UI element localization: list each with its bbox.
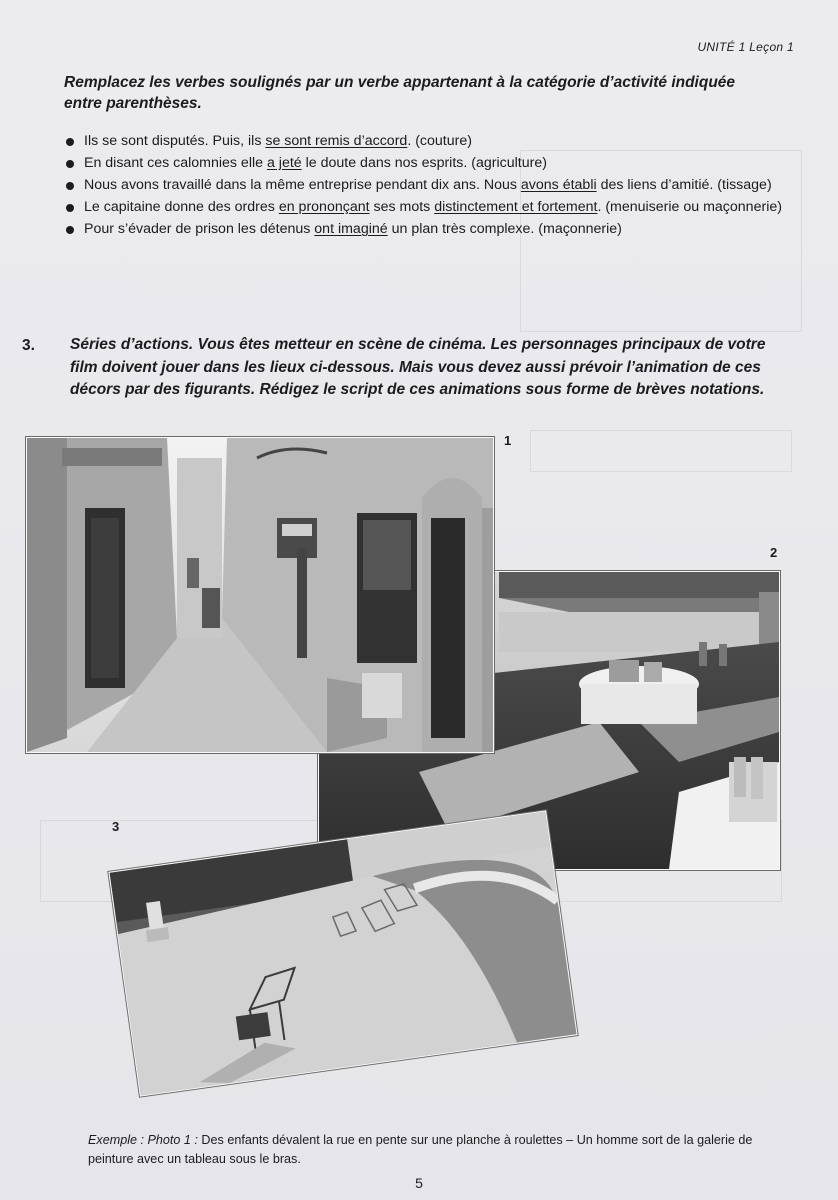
photo-1-alley <box>26 437 494 753</box>
page-number: 5 <box>415 1175 423 1191</box>
unit-header: UNITÉ 1 Leçon 1 <box>697 40 794 54</box>
exercise-3-number: 3. <box>22 337 35 354</box>
underlined-verb: ont imaginé <box>314 221 388 237</box>
photo-3-label: 3 <box>112 819 120 834</box>
photo-2-label: 2 <box>770 545 778 560</box>
example-label: Exemple : Photo 1 : <box>88 1133 198 1147</box>
bullet-icon <box>66 160 74 168</box>
exercise-3-instruction: Séries d’actions. Vous êtes metteur en scène de cinéma. Les personnages principaux de votre film doivent jouer dans les lieux ci-dessous. Mais vous devez aussi prévoir l’animation de ces décors par des figurants. Rédigez le script de ces animations sous forme de brèves notations. <box>70 336 766 398</box>
bullet-icon <box>66 226 74 234</box>
list-item <box>64 176 794 195</box>
list-item <box>64 154 794 173</box>
exercise-2-list <box>64 132 794 242</box>
photo-1-label: 1 <box>504 433 512 448</box>
underlined-verb: en prononçant <box>278 199 370 215</box>
list-item <box>64 132 794 151</box>
list-item <box>64 220 794 239</box>
bullet-icon <box>66 204 74 212</box>
underlined-verb: se sont remis d’accord <box>265 133 408 149</box>
item-text: Le capitaine donne des ordres <box>84 199 279 215</box>
underlined-verb: distinctement et fortement <box>434 199 598 215</box>
item-text: ses mots <box>369 199 435 215</box>
underlined-verb: a jeté <box>266 155 302 171</box>
underlined-verb: avons établi <box>520 177 597 193</box>
bullet-icon <box>66 182 74 190</box>
exercise-2-instruction: Remplacez les verbes soulignés par un verbe appartenant à la catégorie d’activité indiquée entre parenthèses. <box>64 74 736 112</box>
item-text: Pour s’évader de prison les détenus <box>84 221 315 237</box>
item-text: Nous avons travaillé dans la même entreprise pendant dix ans. Nous <box>84 177 521 193</box>
item-text: le doute dans nos esprits. (agriculture) <box>301 155 547 171</box>
item-text: . (menuiserie ou maçonnerie) <box>597 199 782 215</box>
bullet-icon <box>66 138 74 146</box>
item-text: Ils se sont disputés. Puis, ils <box>84 133 266 149</box>
alley-scene <box>27 438 493 752</box>
example-caption <box>88 1131 788 1169</box>
item-text: un plan très complexe. (maçonnerie) <box>387 221 622 237</box>
example-text: Des enfants dévalent la rue en pente sur une planche à roulettes – Un homme sort de la galerie de peinture avec un tableau sous le bras. <box>88 1133 753 1166</box>
list-item <box>64 198 794 217</box>
item-text: . (couture) <box>407 133 472 149</box>
item-text: En disant ces calomnies elle <box>84 155 267 171</box>
item-text: des liens d’amitié. (tissage) <box>596 177 772 193</box>
show-through-box <box>530 430 792 472</box>
